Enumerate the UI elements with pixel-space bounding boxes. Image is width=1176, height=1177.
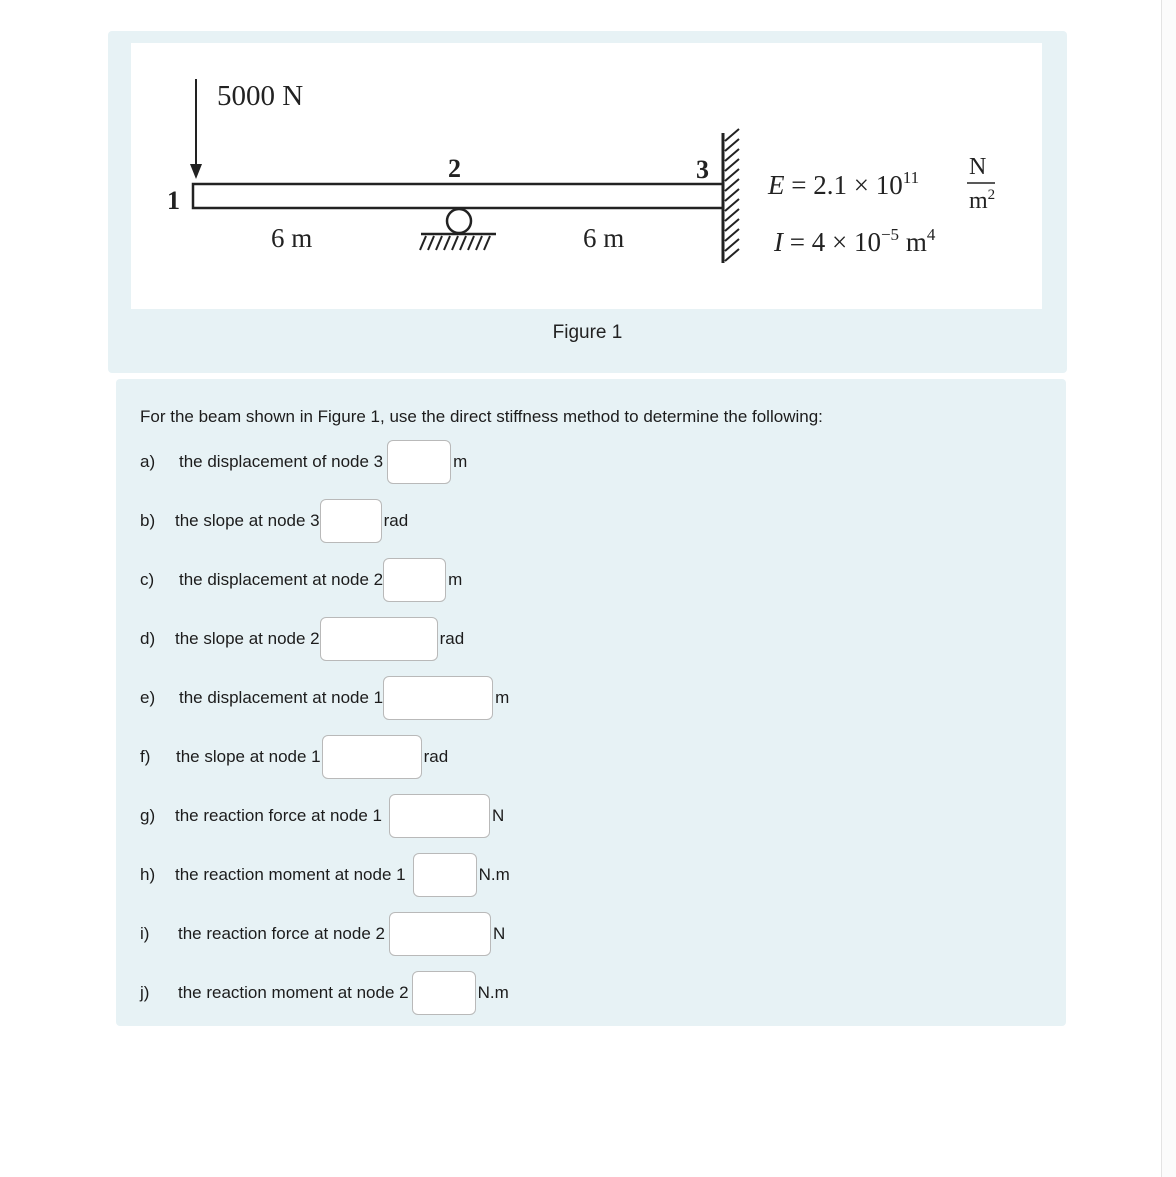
- item-unit: m: [448, 570, 463, 589]
- item-letter: f): [140, 747, 151, 766]
- page-scrollbar[interactable]: [1161, 0, 1176, 1177]
- item-letter: a): [140, 452, 156, 471]
- figure-caption: Figure 1: [552, 322, 623, 343]
- item-unit: m: [453, 452, 468, 471]
- item-label: the reaction force at node 1: [175, 806, 382, 825]
- answer-input-f[interactable]: [322, 735, 422, 779]
- item-letter: e): [140, 688, 156, 707]
- modulus-unit-num: N: [969, 154, 987, 180]
- answer-input-e[interactable]: [383, 676, 493, 720]
- item-letter: j): [140, 983, 150, 1002]
- node-3-label: 3: [696, 155, 709, 184]
- question-item-c: [140, 558, 462, 602]
- item-label: the displacement at node 2: [179, 570, 384, 589]
- beam-diagram: [131, 43, 1042, 309]
- question-item-b: [140, 499, 408, 543]
- item-letter: b): [140, 511, 156, 530]
- question-item-j: [140, 971, 509, 1015]
- answer-input-b[interactable]: [320, 499, 382, 543]
- item-label: the displacement of node 3: [179, 452, 384, 471]
- answer-input-h[interactable]: [413, 853, 477, 897]
- question-item-d: [140, 617, 464, 661]
- node-2-label: 2: [448, 154, 461, 183]
- question-item-f: [140, 735, 448, 779]
- fixed-wall: [723, 129, 739, 263]
- inertia-text: $I = 4 \times 10^{-5}$ $m^4$: [774, 225, 936, 257]
- item-unit: N.m: [478, 865, 510, 884]
- item-label: the slope at node 2: [175, 629, 320, 648]
- question-item-h: [140, 853, 510, 897]
- item-label: the reaction force at node 2: [178, 924, 385, 943]
- item-unit: rad: [423, 747, 449, 766]
- item-unit: rad: [439, 629, 465, 648]
- question-item-i: [140, 912, 505, 956]
- item-unit: rad: [383, 511, 409, 530]
- item-label: the slope at node 3: [175, 511, 320, 530]
- question-item-e: [140, 676, 509, 720]
- answer-input-d[interactable]: [320, 617, 438, 661]
- span-left-label: 6 m: [271, 223, 313, 253]
- question-prompt: For the beam shown in Figure 1, use the direct stiffness method to determine the following:: [140, 407, 823, 426]
- item-label: the displacement at node 1: [179, 688, 384, 707]
- question-item-a: [140, 440, 467, 484]
- item-letter: c): [140, 570, 155, 589]
- load-label: 5000 N: [217, 80, 304, 112]
- answer-input-i[interactable]: [389, 912, 491, 956]
- item-label: the slope at node 1: [176, 747, 321, 766]
- span-right-label: 6 m: [583, 223, 625, 253]
- modulus-text: $E = 2.1 \times 10^{11}$: [768, 168, 920, 200]
- load-arrowhead: [190, 164, 202, 179]
- figure-panel: [108, 31, 1067, 373]
- item-unit: N: [491, 806, 505, 825]
- item-letter: d): [140, 629, 156, 648]
- beam-figure: [131, 43, 1042, 309]
- modulus-unit-den: $m^2$: [969, 187, 996, 214]
- question-item-g: [140, 794, 504, 838]
- beam: [193, 184, 723, 208]
- item-label: the reaction moment at node 1: [175, 865, 406, 884]
- answer-input-c[interactable]: [383, 558, 446, 602]
- item-unit: N: [492, 924, 506, 943]
- answer-input-a[interactable]: [387, 440, 451, 484]
- item-unit: N.m: [477, 983, 509, 1002]
- node-1-label: 1: [167, 186, 180, 215]
- question-panel: [116, 379, 1066, 1026]
- answer-input-j[interactable]: [412, 971, 476, 1015]
- item-letter: i): [140, 924, 150, 943]
- pin-support: [420, 209, 496, 250]
- item-letter: g): [140, 806, 156, 825]
- answer-input-g[interactable]: [389, 794, 490, 838]
- item-unit: m: [495, 688, 510, 707]
- item-letter: h): [140, 865, 156, 884]
- item-label: the reaction moment at node 2: [178, 983, 409, 1002]
